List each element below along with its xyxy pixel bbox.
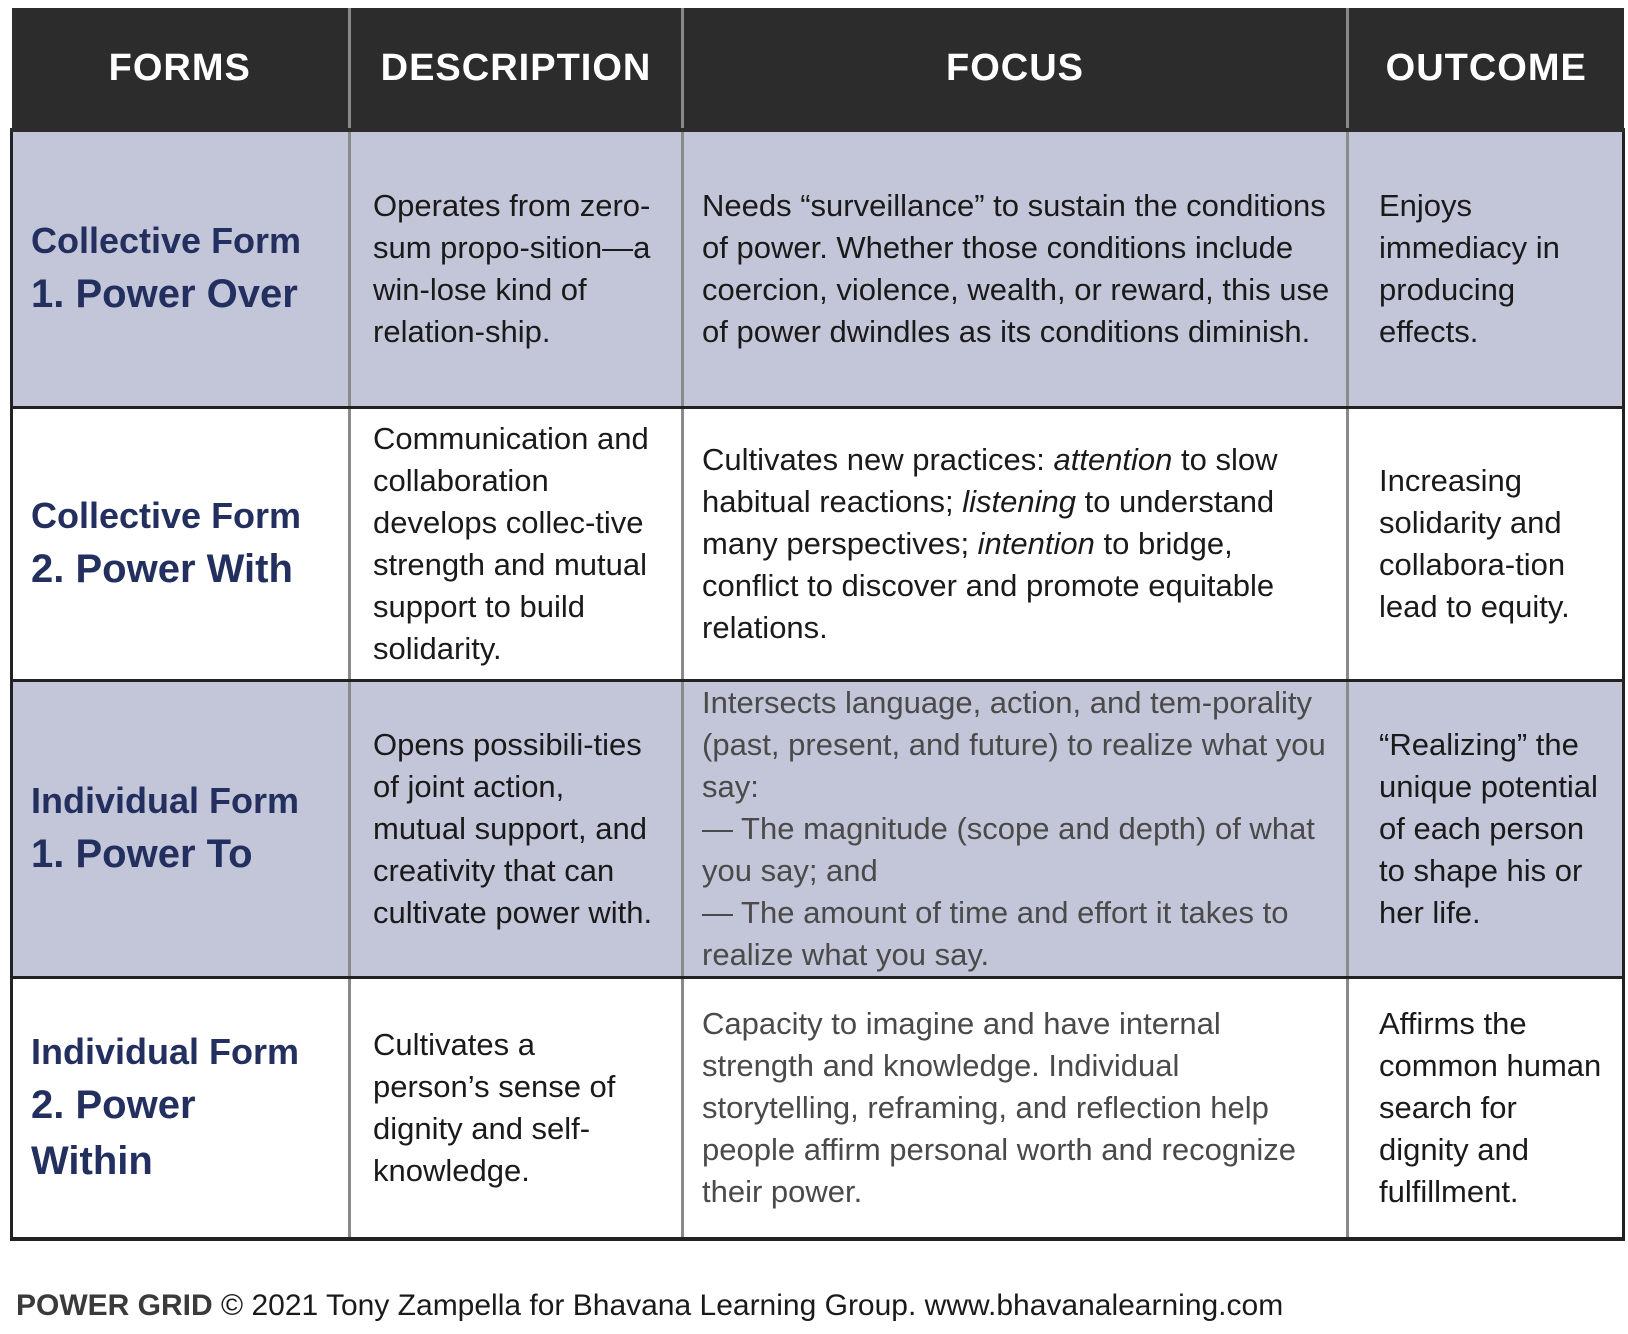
focus-part: to bridge, conflict to discover and promote equitable relations. <box>702 525 1275 645</box>
table-row <box>12 130 1624 407</box>
focus-cell <box>683 680 1348 977</box>
description-cell: Communication and collaboration develops collec-tive strength and mutual support to build solidarity. <box>350 407 683 680</box>
forms-cell <box>12 680 350 977</box>
form-label: Individual Form <box>31 1030 300 1072</box>
header-row <box>12 8 1624 130</box>
header-focus: FOCUS <box>683 8 1348 130</box>
focus-part: Cultivates new practices: <box>702 441 1054 477</box>
header-forms: FORMS <box>12 8 350 130</box>
focus-part: to slow habitual reactions; <box>702 441 1278 519</box>
forms-cell <box>12 130 350 407</box>
form-name: 1. Power To <box>31 831 253 876</box>
focus-text: Capacity to imagine and have internal strength and knowledge. Individual storytelling, reframing, and reflection help people affirm personal worth and recognize their power. <box>702 1005 1296 1209</box>
form-name: 2. Power Within <box>31 1082 196 1183</box>
table-row <box>12 407 1624 680</box>
focus-text: Needs “surveillance” to sustain the conditions of power. Whether those conditions include coercion, violence, wealth, or reward, this use of power dwindles as its conditions diminish. <box>702 187 1330 349</box>
focus-cell <box>683 130 1348 407</box>
table-row <box>12 680 1624 977</box>
focus-text <box>702 439 1336 649</box>
forms-cell <box>12 407 350 680</box>
footer-credit-text: © 2021 Tony Zampella for Bhavana Learning Group. www.bhavanalearning.com <box>212 1289 1284 1322</box>
footer-credit <box>16 1286 1283 1326</box>
focus-cell <box>683 977 1348 1239</box>
table-body <box>12 130 1624 1239</box>
description-cell: Operates from zero-sum propo-sition—a win-lose kind of relation-ship. <box>350 130 683 407</box>
table-header <box>12 8 1624 130</box>
focus-emphasis: attention <box>1053 441 1173 477</box>
focus-emphasis: intention <box>977 525 1095 561</box>
form-label: Collective Form <box>31 219 302 261</box>
focus-item: — The amount of time and effort it takes to realize what you say. <box>702 894 1289 972</box>
description-cell: Cultivates a person’s sense of dignity and self-knowledge. <box>350 977 683 1239</box>
focus-cell <box>683 407 1348 680</box>
description-cell: Opens possibili-ties of joint action, mutual support, and creativity that can cultivate power with. <box>350 680 683 977</box>
focus-intro: Intersects language, action, and tem-porality (past, present, and future) to realize what you say: <box>702 684 1326 804</box>
form-label: Collective Form <box>31 494 302 536</box>
focus-emphasis: listening <box>962 483 1076 519</box>
power-grid-table <box>10 8 1625 1241</box>
focus-part: to understand many perspectives; <box>702 483 1275 561</box>
form-name: 1. Power Over <box>31 271 298 316</box>
form-name: 2. Power With <box>31 546 293 591</box>
outcome-cell: Increasing solidarity and collabora-tion lead to equity. <box>1348 407 1624 680</box>
footer-brand: POWER GRID <box>16 1289 213 1322</box>
header-outcome: OUTCOME <box>1348 8 1624 130</box>
outcome-cell: Affirms the common human search for dignity and fulfillment. <box>1348 977 1624 1239</box>
focus-item: — The magnitude (scope and depth) of what you say; and <box>702 810 1315 888</box>
table-row <box>12 977 1624 1239</box>
outcome-cell: “Realizing” the unique potential of each person to shape his or her life. <box>1348 680 1624 977</box>
forms-cell <box>12 977 350 1239</box>
form-label: Individual Form <box>31 779 300 821</box>
outcome-cell: Enjoys immediacy in producing effects. <box>1348 130 1624 407</box>
header-description: DESCRIPTION <box>350 8 683 130</box>
